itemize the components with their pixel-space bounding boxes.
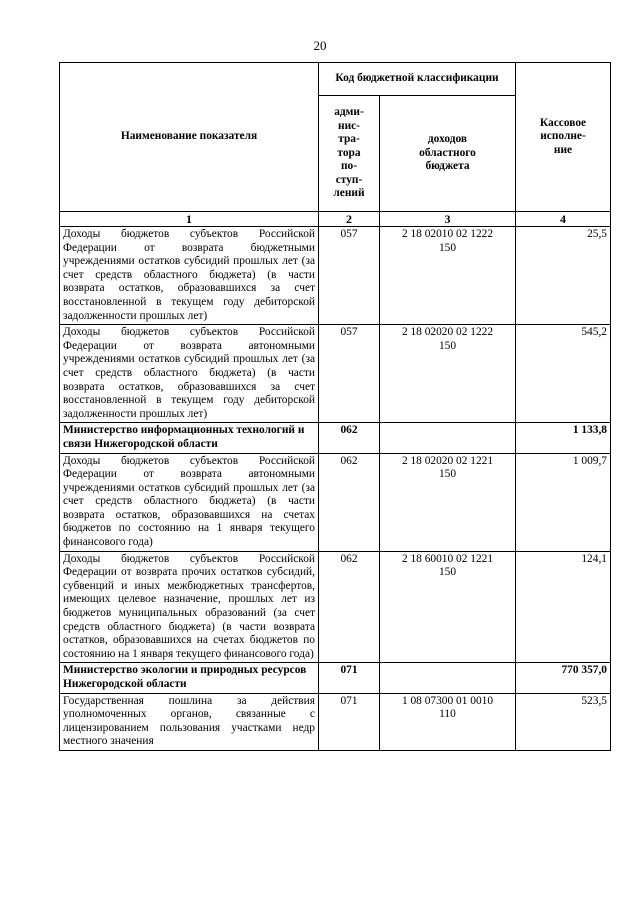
indicator-name: Доходы бюджетов субъектов Российской Федерации от возврата прочих остатков субсидий, субвенций и иных межбюджетных трансфертов, имеющих целевое назначение, прошлых лет из бюджетов муниципальных образований (за счет средств областного бюджета) (в части возврата остатков, образовавшихся на счетах бюджетов по состоянию на 1 января текущего финансового года) xyxy=(60,551,319,663)
header-admin: адми- нис- тра- тора по- ступ- лений xyxy=(319,96,380,212)
column-number: 2 xyxy=(319,212,380,227)
cash-execution-amount: 1 009,7 xyxy=(516,453,611,551)
header-name: Наименование показателя xyxy=(60,63,319,212)
cash-execution-amount: 545,2 xyxy=(516,325,611,423)
admin-code: 057 xyxy=(319,227,380,325)
indicator-name: Министерство экологии и природных ресурсов Нижегородской области xyxy=(60,663,319,693)
admin-code: 071 xyxy=(319,693,380,750)
column-numbers-row xyxy=(60,212,611,227)
indicator-name: Государственная пошлина за действия уполномоченных органов, связанные с лицензированием пользования участками недр местного значения xyxy=(60,693,319,750)
income-code: 2 18 02010 02 1222 150 xyxy=(380,227,516,325)
admin-code: 062 xyxy=(319,453,380,551)
cash-execution-amount: 25,5 xyxy=(516,227,611,325)
table-row xyxy=(60,227,611,325)
indicator-name: Доходы бюджетов субъектов Российской Федерации от возврата бюджетными учреждениями остатков субсидий прошлых лет (за счет средств областного бюджета) (в части возврата остатков, образовавшихся за счет восстановленной в текущем году дебиторской задолженности прошлых лет) xyxy=(60,227,319,325)
page-number: 20 xyxy=(313,38,327,53)
header-code-group: Код бюджетной классификации xyxy=(319,63,516,96)
admin-code: 062 xyxy=(319,551,380,663)
income-code: 2 18 02020 02 1221 150 xyxy=(380,453,516,551)
table-row xyxy=(60,453,611,551)
income-code: 2 18 60010 02 1221 150 xyxy=(380,551,516,663)
column-number: 1 xyxy=(60,212,319,227)
admin-code: 057 xyxy=(319,325,380,423)
column-number: 4 xyxy=(516,212,611,227)
income-code xyxy=(380,663,516,693)
table-row xyxy=(60,551,611,663)
indicator-name: Доходы бюджетов субъектов Российской Федерации от возврата автономными учреждениями остатков субсидий прошлых лет (за счет средств областного бюджета) (в части возврата остатков, образовавшихся за счет восстановленной в текущем году дебиторской задолженности прошлых лет) xyxy=(60,325,319,423)
income-code: 2 18 02020 02 1222 150 xyxy=(380,325,516,423)
admin-code: 071 xyxy=(319,663,380,693)
cash-execution-amount: 124,1 xyxy=(516,551,611,663)
table-row xyxy=(60,693,611,750)
budget-table xyxy=(59,62,611,751)
table-body xyxy=(60,227,611,751)
income-code xyxy=(380,423,516,453)
income-code: 1 08 07300 01 0010 110 xyxy=(380,693,516,750)
ministry-row xyxy=(60,423,611,453)
header-income: доходов областного бюджета xyxy=(380,96,516,212)
cash-execution-amount: 1 133,8 xyxy=(516,423,611,453)
indicator-name: Министерство информационных технологий и связи Нижегородской области xyxy=(60,423,319,453)
ministry-row xyxy=(60,663,611,693)
header-execution: Кассовое исполне- ние xyxy=(516,63,611,212)
column-number: 3 xyxy=(380,212,516,227)
cash-execution-amount: 770 357,0 xyxy=(516,663,611,693)
table-row xyxy=(60,325,611,423)
indicator-name: Доходы бюджетов субъектов Российской Федерации от возврата автономными учреждениями остатков субсидий прошлых лет (за счет средств областного бюджета) (в части возврата остатков, образовавшихся на счетах бюджетов по состоянию на 1 января текущего финансового года) xyxy=(60,453,319,551)
cash-execution-amount: 523,5 xyxy=(516,693,611,750)
admin-code: 062 xyxy=(319,423,380,453)
